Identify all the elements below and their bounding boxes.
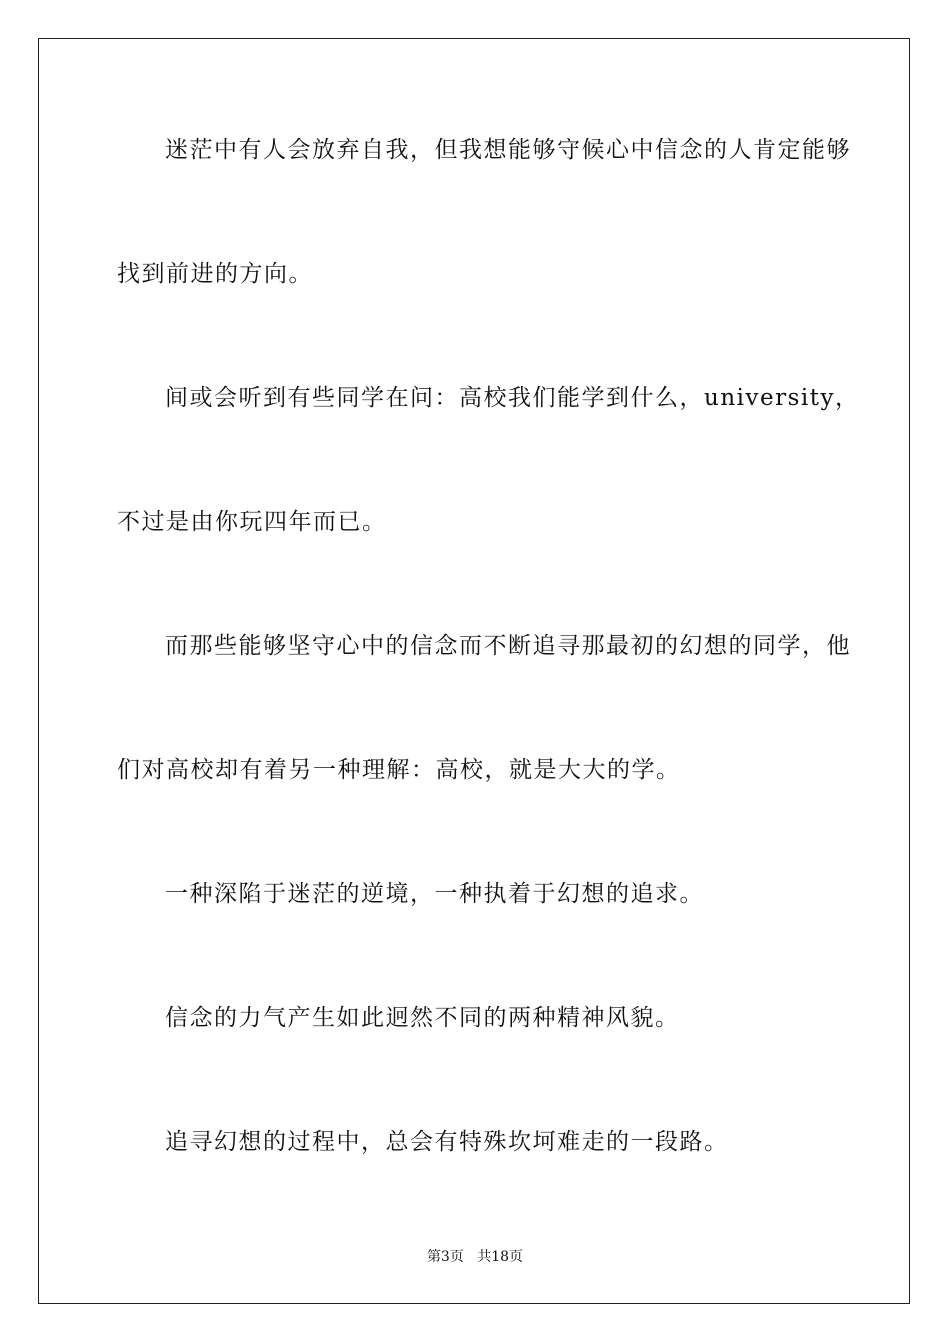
- paragraph-3-line-2: 们对高校却有着另一种理解：高校，就是大大的学。: [117, 757, 681, 783]
- paragraph-2-line-2: 不过是由你玩四年而已。: [117, 509, 387, 535]
- paragraph-1-line-2: 找到前进的方向。: [117, 261, 313, 287]
- page-total: 共18页: [477, 1249, 524, 1265]
- paragraph-4: 一种深陷于迷茫的逆境，一种执着于幻想的追求。: [165, 881, 704, 907]
- page-number: 第3页: [426, 1249, 464, 1265]
- paragraph-5: 信念的力气产生如此迥然不同的两种精神风貌。: [165, 1005, 680, 1031]
- paragraph-3-line-1: 而那些能够坚守心中的信念而不断追寻那最初的幻想的同学，他: [165, 633, 851, 659]
- page-border: [38, 38, 910, 1304]
- page-footer: [0, 1246, 950, 1266]
- paragraph-1-line-1: 迷茫中有人会放弃自我，但我想能够守候心中信念的人肯定能够: [165, 137, 851, 163]
- paragraph-2-line-1: 间或会听到有些同学在问：高校我们能学到什么，university，: [165, 385, 860, 411]
- paragraph-6: 追寻幻想的过程中，总会有特殊坎坷难走的一段路。: [165, 1129, 729, 1155]
